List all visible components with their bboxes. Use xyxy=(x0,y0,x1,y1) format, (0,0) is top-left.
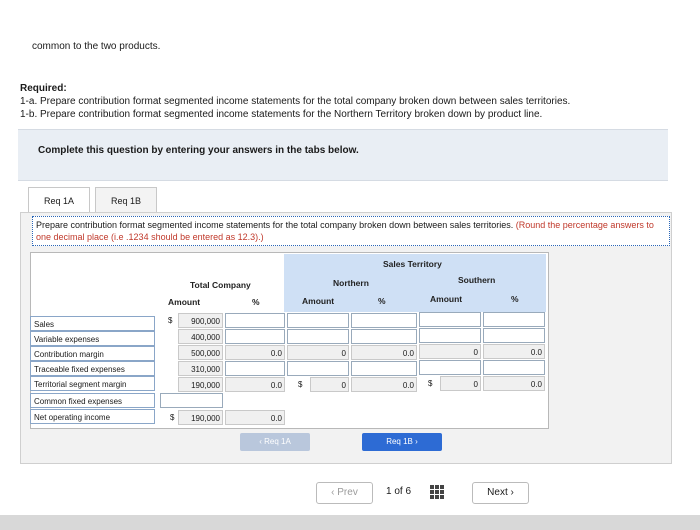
row-label-territorial-margin: Territorial segment margin xyxy=(30,376,155,391)
variable-expenses-north-percent[interactable] xyxy=(351,329,417,344)
chevron-left-icon: ‹ xyxy=(331,487,338,498)
required-section xyxy=(20,82,570,121)
net-income-total-amount: 190,000 xyxy=(178,410,223,425)
contribution-margin-south-amount: 0 xyxy=(419,344,481,359)
prev-page-button[interactable] xyxy=(316,482,373,504)
required-item-a: 1-a. Prepare contribution format segmented income statements for the total company broken down between sales territories. xyxy=(20,96,571,107)
intro-text: common to the two products. xyxy=(32,41,161,52)
grid-icon[interactable] xyxy=(430,485,444,499)
sales-south-amount[interactable] xyxy=(419,312,481,327)
row-label-net-operating-income: Net operating income xyxy=(30,409,155,424)
page-indicator: 1 of 6 xyxy=(386,486,412,497)
north-percent-header: % xyxy=(378,296,386,306)
variable-expenses-total-percent[interactable] xyxy=(225,329,285,344)
prev-req-button[interactable] xyxy=(240,433,310,451)
contribution-margin-north-percent: 0.0 xyxy=(351,345,417,360)
instruction-band xyxy=(18,129,668,181)
instructions-box xyxy=(32,216,670,246)
net-income-total-percent: 0.0 xyxy=(225,410,285,425)
row-label-common-fixed: Common fixed expenses xyxy=(30,393,155,408)
contribution-margin-total-percent: 0.0 xyxy=(225,345,285,360)
traceable-fixed-south-amount[interactable] xyxy=(419,360,481,375)
required-item-b: 1-b. Prepare contribution format segmented income statements for the Northern Territory broken down by product line. xyxy=(20,109,543,120)
common-fixed-total-amount[interactable] xyxy=(160,393,223,408)
next-page-button[interactable] xyxy=(472,482,529,504)
tab-req-1b[interactable]: Req 1B xyxy=(95,187,157,214)
contribution-margin-total-amount: 500,000 xyxy=(178,345,223,360)
southern-label: Southern xyxy=(458,275,496,285)
traceable-fixed-total-amount: 310,000 xyxy=(178,361,223,376)
chevron-left-icon: ‹ xyxy=(259,437,265,446)
contribution-margin-north-amount: 0 xyxy=(287,345,349,360)
variable-expenses-north-amount[interactable] xyxy=(287,329,349,344)
traceable-fixed-total-percent[interactable] xyxy=(225,361,285,376)
sales-total-percent[interactable] xyxy=(225,313,285,328)
territorial-margin-south-amount: 0 xyxy=(440,376,481,391)
territorial-north-dollar-sign: $ xyxy=(298,380,303,389)
total-amount-header: Amount xyxy=(168,297,201,307)
territorial-margin-south-percent: 0.0 xyxy=(483,376,545,391)
required-heading: Required: xyxy=(20,83,67,94)
territorial-margin-total-percent: 0.0 xyxy=(225,377,285,392)
traceable-fixed-north-amount[interactable] xyxy=(287,361,349,376)
variable-expenses-south-amount[interactable] xyxy=(419,328,481,343)
prev-label: Prev xyxy=(337,487,358,498)
variable-expenses-total-amount: 400,000 xyxy=(178,329,223,344)
row-label-contribution-margin: Contribution margin xyxy=(30,346,155,361)
sales-north-percent[interactable] xyxy=(351,313,417,328)
next-req-label: Req 1B xyxy=(386,437,413,446)
sales-total-amount: 900,000 xyxy=(178,313,223,328)
row-label-traceable-fixed: Traceable fixed expenses xyxy=(30,361,155,376)
instructions-note: (Round the percentage answers to one decimal place (i.e .1234 should be entered as 12.3).) xyxy=(36,220,654,242)
band-text: Complete this question by entering your answers in the tabs below. xyxy=(38,145,359,156)
next-label: Next xyxy=(487,487,508,498)
north-amount-header: Amount xyxy=(302,296,335,306)
total-company-label: Total Company xyxy=(190,280,251,290)
territorial-margin-north-percent: 0.0 xyxy=(351,377,417,392)
next-req-button[interactable] xyxy=(362,433,442,451)
south-percent-header: % xyxy=(511,294,519,304)
chevron-right-icon: › xyxy=(412,437,418,446)
contribution-margin-south-percent: 0.0 xyxy=(483,344,545,359)
variable-expenses-south-percent[interactable] xyxy=(483,328,545,343)
traceable-fixed-north-percent[interactable] xyxy=(351,361,417,376)
sales-territory-label: Sales Territory xyxy=(383,259,442,269)
row-label-sales: Sales xyxy=(30,316,155,331)
net-income-dollar-sign: $ xyxy=(170,413,175,422)
prev-req-label: Req 1A xyxy=(264,437,291,446)
territorial-margin-total-amount: 190,000 xyxy=(178,377,223,392)
row-label-variable-expenses: Variable expenses xyxy=(30,331,155,346)
instructions-main: Prepare contribution format segmented income statements for the total company broken down between sales territories. xyxy=(36,220,514,230)
sales-north-amount[interactable] xyxy=(287,313,349,328)
chevron-right-icon: › xyxy=(507,487,514,498)
south-amount-header: Amount xyxy=(430,294,463,304)
traceable-fixed-south-percent[interactable] xyxy=(483,360,545,375)
territorial-south-dollar-sign: $ xyxy=(428,379,433,388)
northern-label: Northern xyxy=(333,278,369,288)
territorial-margin-north-amount: 0 xyxy=(310,377,349,392)
sales-dollar-sign: $ xyxy=(168,316,173,325)
taskbar xyxy=(0,515,700,530)
tab-req-1a[interactable]: Req 1A xyxy=(28,187,90,214)
total-percent-header: % xyxy=(252,297,260,307)
sales-south-percent[interactable] xyxy=(483,312,545,327)
